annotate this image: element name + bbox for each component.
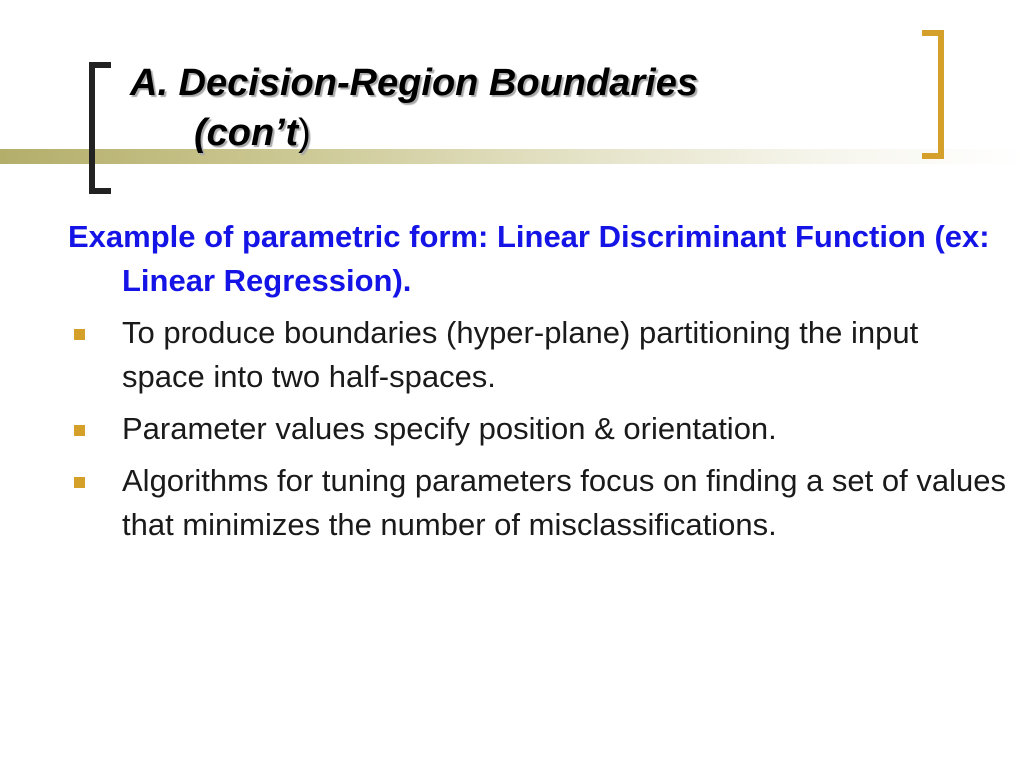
bullet-text: To produce boundaries (hyper-plane) partitioning the input space into two half-spaces.: [122, 315, 919, 394]
bullet-list: [68, 311, 1008, 547]
lead-statement: Example of parametric form: Linear Discriminant Function (ex: Linear Regression).: [68, 219, 990, 298]
title-closing-paren: ): [298, 112, 311, 154]
title-line-2: [130, 108, 698, 158]
bullet-item: [68, 459, 1008, 547]
title-line-2-text: (con’t: [194, 112, 299, 154]
square-bullet-icon: [74, 329, 85, 340]
right-bracket-decoration: [922, 30, 944, 159]
title-line-1: A. Decision-Region Boundaries: [130, 62, 698, 104]
left-bracket-decoration: [89, 62, 111, 194]
square-bullet-icon: [74, 425, 85, 436]
square-bullet-icon: [74, 477, 85, 488]
bullet-text: Algorithms for tuning parameters focus on finding a set of values that minimizes the number of misclassifications.: [122, 463, 1006, 542]
bullet-item: [68, 311, 1008, 399]
bullet-item: [68, 407, 1008, 451]
bullet-text: Parameter values specify position & orientation.: [122, 411, 777, 446]
slide-title: [130, 58, 698, 158]
slide-content: [68, 215, 1008, 555]
